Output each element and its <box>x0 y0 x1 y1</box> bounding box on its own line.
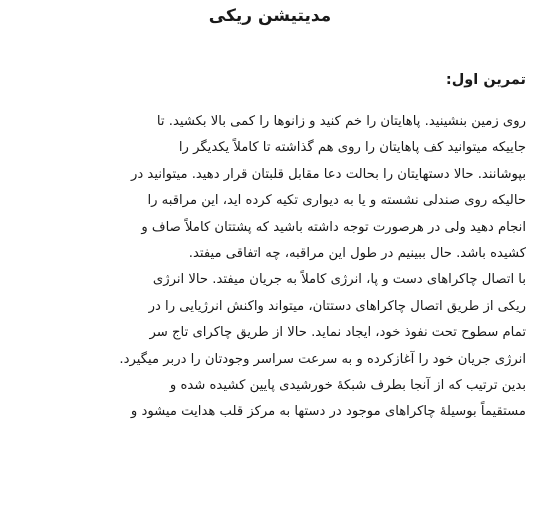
text-line: بدین ترتیب که از آنجا بطرف شبکهٔ خورشیدی پایین کشیده شده و <box>169 378 526 394</box>
page-title: مدیتیشن ریکی <box>208 6 332 26</box>
text-line: بپوشانند. حالا دستهایتان را بحالت دعا مقابل قلبتان قرار دهید. میتوانید در <box>131 166 526 182</box>
section-heading: تمرین اول: <box>445 72 526 88</box>
text-line: مستقیماً بوسیلهٔ چاکراهای موجود در دستها به مرکز قلب هدایت میشود و <box>130 404 526 420</box>
text-line: با اتصال چاکراهای دست و پا، انرژی کاملاً به جریان میفتد. حالا انرژی <box>152 272 526 288</box>
text-line: ریکی از طریق اتصال چاکراهای دستتان، میتواند واکنش انرژیایی را در <box>148 298 526 314</box>
text-line: انرژی جریان خود را آغازکرده و به سرعت سراسر وجودتان را دربر میگیرد. <box>119 351 526 367</box>
text-line: روی زمین بنشینید. پاهایتان را خم کنید و زانوها را کمی بالا بکشید. تا <box>156 114 526 129</box>
text-line: انجام دهید ولی در هرصورت توجه داشته باشید که پشتتان کاملاً صاف و <box>141 219 526 235</box>
text-line: حالیکه روی صندلی نشسته و یا به دیواری تکیه کرده اید، این مراقبه را <box>147 193 526 209</box>
text-line: جاییکه میتوانید کف پاهایتان را روی هم گذاشته تا کاملاً یکدیگر را <box>178 140 526 156</box>
text-line: کشیده باشد. حال ببینیم در طول این مراقبه، چه اتفاقی میفتد. <box>188 246 526 262</box>
body-paragraph <box>14 109 526 426</box>
text-line: تمام سطوح تحت نفوذ خود، ایجاد نماید. حالا از طریق چاکرای تاج سر <box>149 325 526 341</box>
